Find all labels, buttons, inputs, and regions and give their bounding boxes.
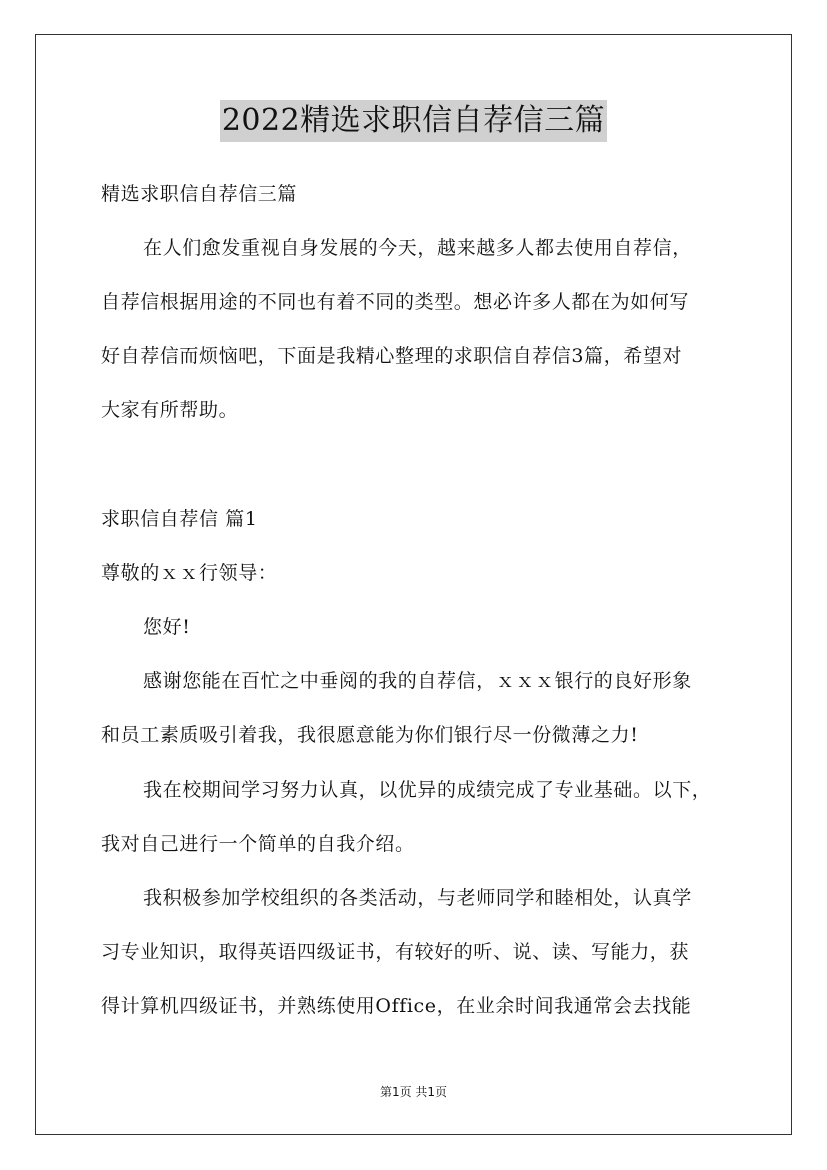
paragraph-line: 我在校期间学习努力认真，以优异的成绩完成了专业基础。以下， <box>143 779 712 801</box>
salutation-line: 尊敬的ｘｘ行领导： <box>101 562 278 584</box>
paragraph-line: 和员工素质吸引着我，我很愿意能为你们银行尽一份微薄之力! <box>101 724 639 746</box>
page-footer: 第1页 共1页 <box>379 1085 448 1099</box>
paragraph-line: 得计算机四级证书，并熟练使用Office，在业余时间我通常会去找能 <box>101 995 692 1017</box>
paragraph-line: 感谢您能在百忙之中垂阅的我的自荐信，ｘｘｘ银行的良好形象 <box>143 670 692 692</box>
title-container <box>0 100 827 142</box>
paragraph-line: 好自荐信而烦恼吧，下面是我精心整理的求职信自荐信3篇，希望对 <box>101 345 683 367</box>
paragraph-line: 习专业知识，取得英语四级证书，有较好的听、说、读、写能力，获 <box>101 941 690 963</box>
paragraph-line: 我积极参加学校组织的各类活动，与老师同学和睦相处，认真学 <box>143 887 692 909</box>
paragraph-line: 在人们愈发重视自身发展的今天，越来越多人都去使用自荐信， <box>143 237 692 259</box>
greeting-line: 您好! <box>143 616 191 638</box>
paragraph-line: 我对自己进行一个简单的自我介绍。 <box>101 833 415 855</box>
document-title: 2022精选求职信自荐信三篇 <box>220 100 607 142</box>
subtitle-line: 精选求职信自荐信三篇 <box>101 183 298 205</box>
paragraph-line: 自荐信根据用途的不同也有着不同的类型。想必许多人都在为如何写 <box>101 291 690 313</box>
section-heading: 求职信自荐信 篇1 <box>101 508 258 530</box>
paragraph-line: 大家有所帮助。 <box>101 399 239 421</box>
